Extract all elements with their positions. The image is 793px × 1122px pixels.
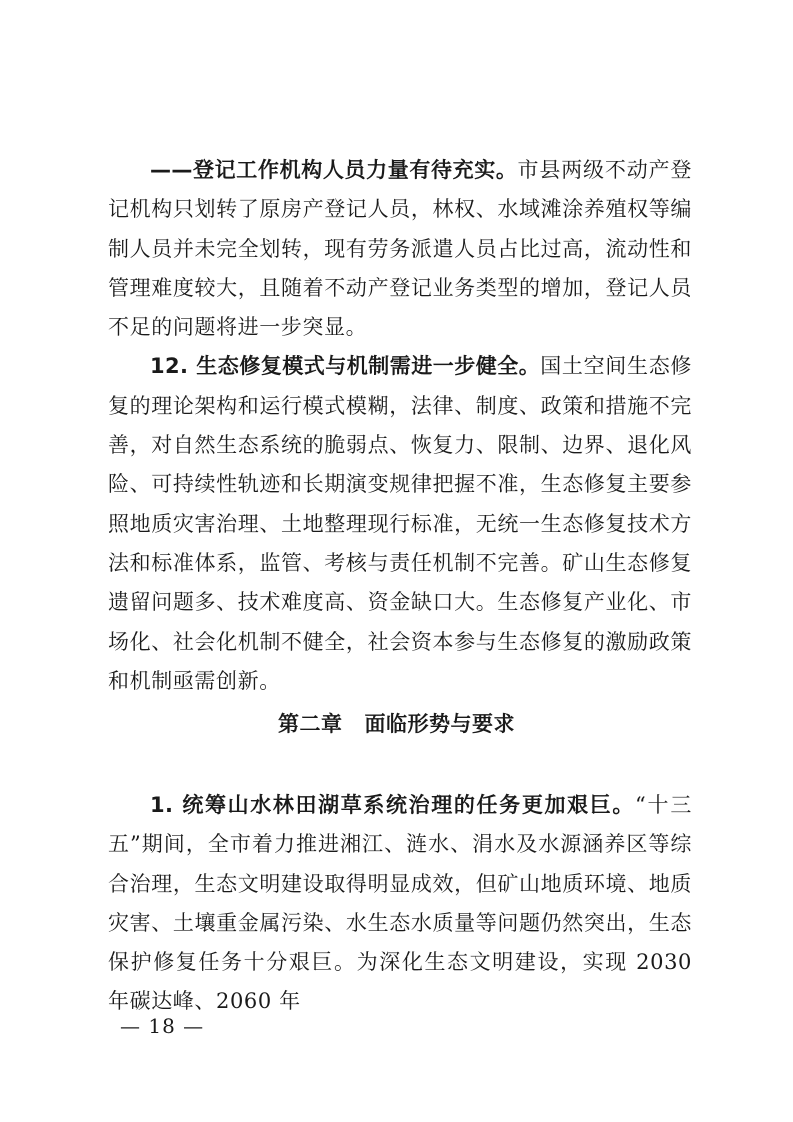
paragraph-heading: 1. 统筹山水林田湖草系统治理的任务更加艰巨。 [150,793,635,817]
chapter-heading [0,708,793,738]
chapter-text [108,786,692,1022]
chapter-title: 面临形势与要求 [364,712,515,736]
paragraph-integrated-governance [108,786,692,1022]
paragraph-body: 国土空间生态修复的理论架构和运行模式模糊，法律、制度、政策和措施不完善，对自然生态系统的脆弱点、恢复力、限制、边界、退化风险、可持续性轨迹和长期演变规律把握不准，生态修复主要参照地质灾害治理、土地整理现行标准，无统一生态修复技术方法和标准体系，监管、考核与责任机制不完善。矿山生态修复遗留问题多、技术难度高、资金缺口大。生态修复产业化、市场化、社会化机制不健全，社会资本参与生态修复的激励政策和机制亟需创新。 [108,354,692,693]
page-number: — 18 — [120,1014,205,1038]
paragraph-staffing [108,151,692,347]
paragraph-heading: 12. 生态修复模式与机制需进一步健全。 [150,354,541,379]
paragraph-body: “十三五”期间，全市着力推进湘江、涟水、涓水及水源涵养区等综合治理，生态文明建设取得明显成效，但矿山地质环境、地质灾害、土壤重金属污染、水生态水质量等问题仍然突出，生态保护修复任务十分艰巨。为深化生态文明建设，实现 2030 年碳达峰、2060 年 [108,793,692,1014]
paragraph-body: 市县两级不动产登记机构只划转了原房产登记人员，林权、水域滩涂养殖权等编制人员并未完全划转，现有劳务派遣人员占比过高，流动性和管理难度较大，且随着不动产登记业务类型的增加，登记人员不足的问题将进一步突显。 [108,158,692,340]
main-text [108,151,692,701]
paragraph-heading: ——登记工作机构人员力量有待充实。 [150,158,518,182]
chapter-number: 第二章 [278,712,343,736]
paragraph-ecological-restoration [108,347,692,701]
